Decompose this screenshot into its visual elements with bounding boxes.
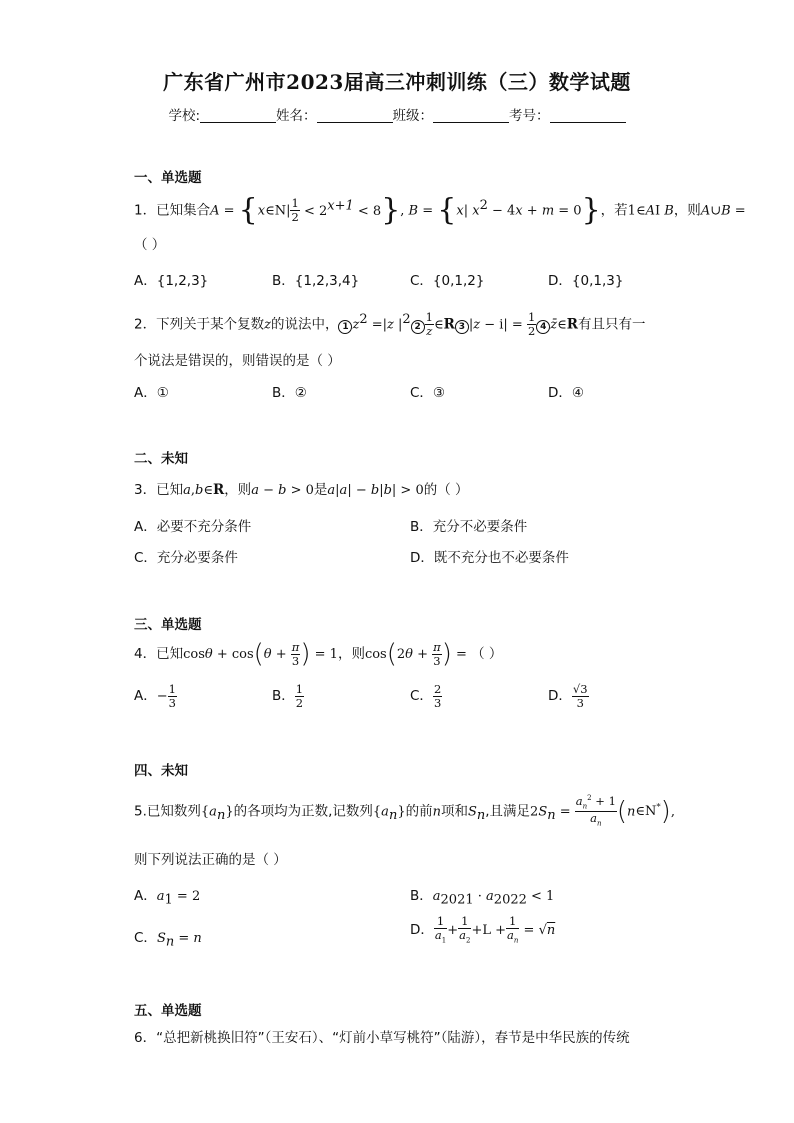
section-heading: 三、单选题 <box>134 617 202 633</box>
section-heading: 二、未知 <box>134 451 188 467</box>
q3-option-d[interactable]: D．既不充分也不必要条件 <box>410 550 569 566</box>
q2-option-a[interactable]: A．① <box>134 385 169 401</box>
school-label: 学校: <box>168 108 201 124</box>
question-5-line2: 则下列说法正确的是（ ） <box>134 852 287 868</box>
question-6: 6．“总把新桃换旧符”（王安石）、“灯前小草写桃符”（陆游），春节是中华民族的传统 <box>134 1030 630 1046</box>
student-info-line <box>0 104 794 124</box>
question-1: 1．已知集合A = {x∈N| $\frac{1}{2}$ < $2^{x+1} < 8$}, B = {x| $x^2 - 4x + m = 0$}，若1∈AI B，则A∪B = <box>134 192 746 228</box>
q1-option-a[interactable]: A．{1,2,3} <box>134 273 209 289</box>
question-5: 5.已知数列$\{a_n\}$的各项均为正数,记数列$\{a_n\}$的前n项和$S_n$,且满足$2S_n$ = $\frac{a_n^2 + 1}{a_n}$ (n∈N*), <box>134 793 675 828</box>
q4-option-c[interactable]: C． $\frac{2}{3}$ <box>410 681 442 710</box>
q2-option-c[interactable]: C．③ <box>410 385 446 401</box>
q3-option-b[interactable]: B．充分不必要条件 <box>410 519 528 535</box>
exam-no-blank[interactable] <box>550 108 626 123</box>
name-label: 姓名： <box>276 108 317 124</box>
q4-option-d[interactable]: D． $\frac{√3}{3}$ <box>548 681 588 710</box>
question-2-line2: 个说法是错误的，则错误的是（ ） <box>134 353 341 369</box>
section-heading: 一、单选题 <box>134 170 202 186</box>
question-1-paren: （ ） <box>134 237 166 253</box>
section-heading: 五、单选题 <box>134 1003 202 1019</box>
name-blank[interactable] <box>317 108 393 123</box>
q5-option-d[interactable]: D． $\frac{1}{a_1}$ + $\frac{1}{a_2}$ +L + $\frac{1}{a_n}$ = √n <box>410 914 556 945</box>
school-blank[interactable] <box>200 108 276 123</box>
q3-option-c[interactable]: C．充分必要条件 <box>134 550 238 566</box>
q4-option-b[interactable]: B． $\frac{1}{2}$ <box>272 681 304 710</box>
q1-option-c[interactable]: C．{0,1,2} <box>410 273 485 289</box>
exam-no-label: 考号： <box>509 108 550 124</box>
q5-option-a[interactable]: A．$a_1 = 2$ <box>134 888 201 908</box>
question-2: 2．下列关于某个复数z的说法中， 1 $z^2 =|z$ $|^2$ 2 $\frac{1}{z}$ ∈R 3 |z − i| = $\frac{1}{2}$ 4 z̄∈R有且只有一 <box>134 310 646 338</box>
class-blank[interactable] <box>433 108 509 123</box>
q4-option-a[interactable]: A．− $\frac{1}{3}$ <box>134 681 176 710</box>
question-3: 3．已知a,b∈R，则a − b > 0是a|a| − b|b| > 0的（ ） <box>134 482 469 498</box>
q2-option-b[interactable]: B．② <box>272 385 307 401</box>
page-title: 广东省广州市2023届高三冲刺训练（三）数学试题 <box>163 70 631 94</box>
q1-option-d[interactable]: D．{0,1,3} <box>548 273 624 289</box>
section-heading: 四、未知 <box>134 763 188 779</box>
q3-option-a[interactable]: A．必要不充分条件 <box>134 519 252 535</box>
q5-option-b[interactable]: B．$a_{2021} \cdot a_{2022} < 1$ <box>410 888 555 908</box>
class-label: 班级： <box>392 108 434 124</box>
q5-option-c[interactable]: C．$S_n = n$ <box>134 930 202 950</box>
q1-option-b[interactable]: B．{1,2,3,4} <box>272 273 360 289</box>
question-4: 4．已知cosθ + cos(θ + $\frac{\pi}{3}$ ) = 1，则cos(2θ + $\frac{\pi}{3}$ ) = （ ） <box>134 639 503 669</box>
q2-option-d[interactable]: D．④ <box>548 385 584 401</box>
